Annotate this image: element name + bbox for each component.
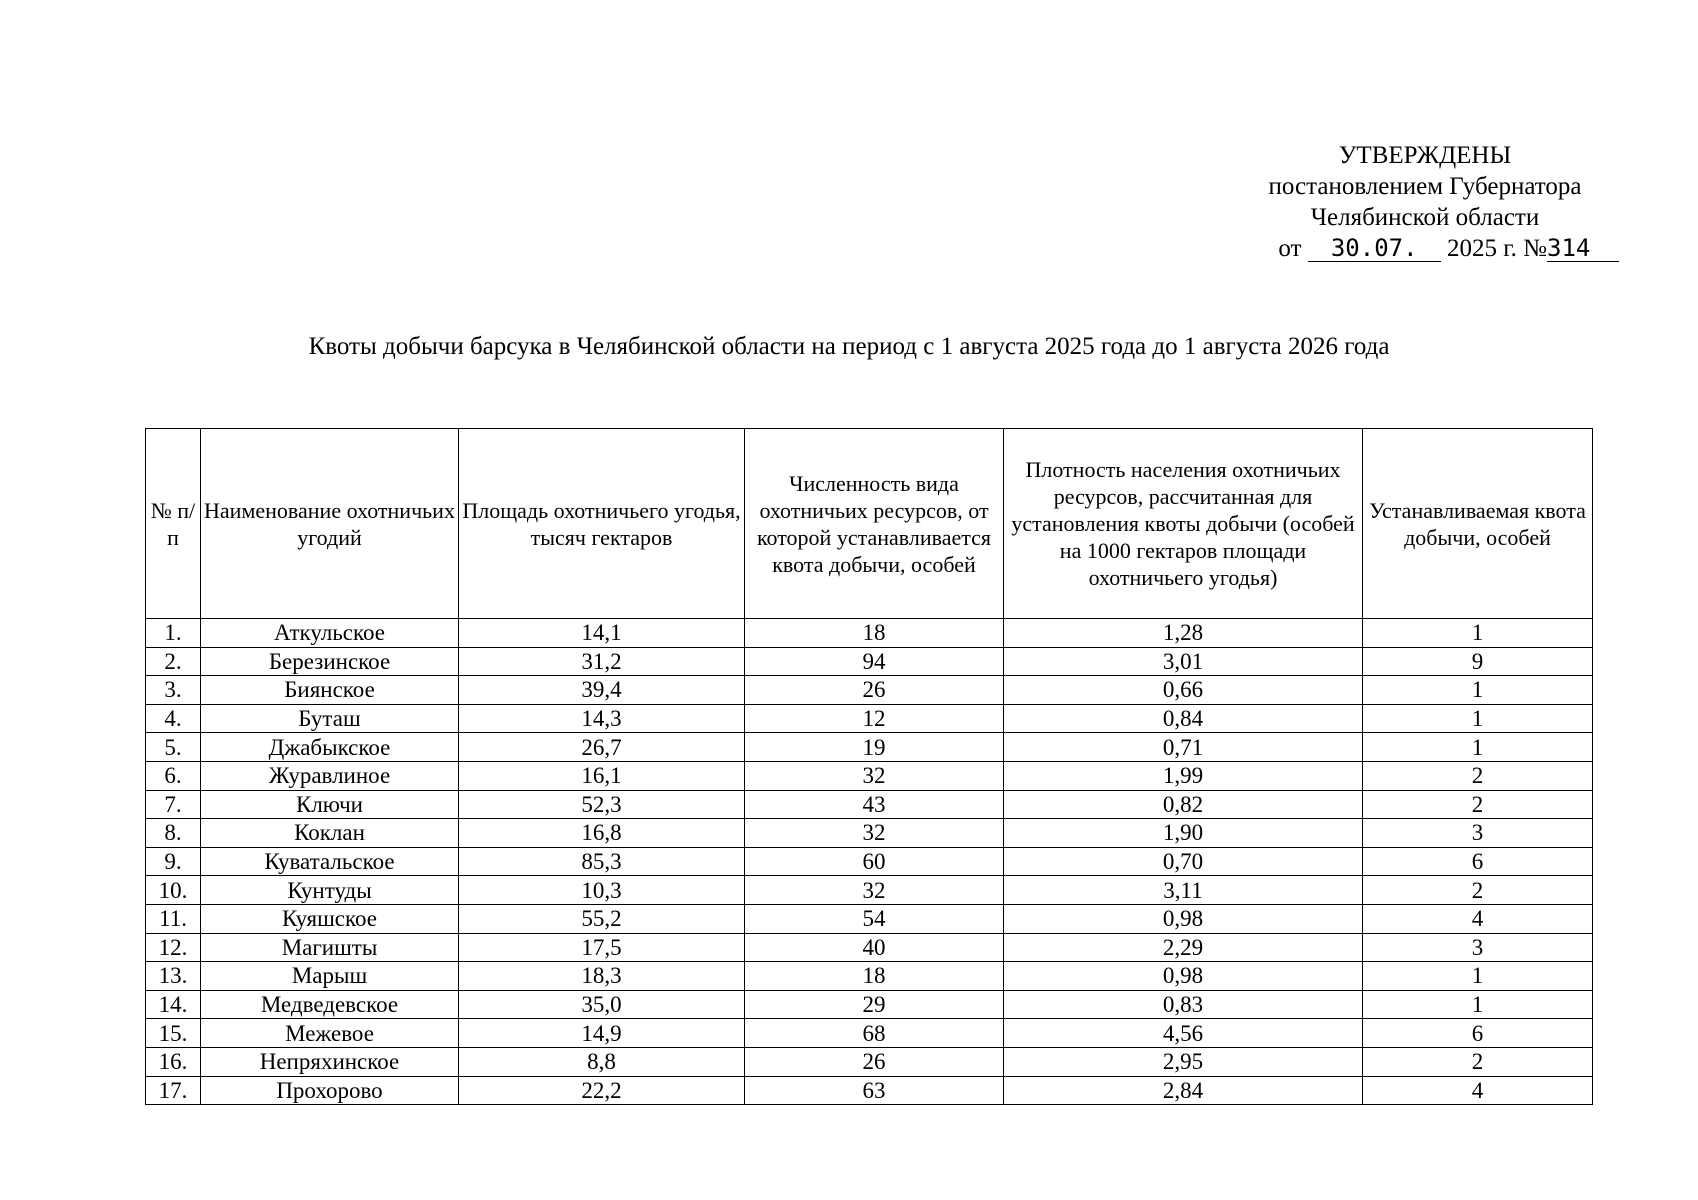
cell-number: 2. [146,647,201,676]
quota-table [145,428,1593,1105]
cell-quota: 4 [1363,1076,1593,1105]
header-area: Площадь охотничьего угодья, тысяч гектаров [459,429,745,619]
cell-area: 17,5 [459,933,745,962]
cell-population: 26 [745,676,1004,705]
cell-hunting-ground: Куватальское [201,847,459,876]
cell-quota: 1 [1363,733,1593,762]
cell-quota: 2 [1363,761,1593,790]
table-body [146,619,1593,1105]
table-row [146,904,1593,933]
cell-hunting-ground: Куяшское [201,904,459,933]
cell-area: 39,4 [459,676,745,705]
table-row [146,1076,1593,1105]
cell-population: 18 [745,619,1004,648]
header-quota: Устанавливаемая квота добычи, особей [1363,429,1593,619]
cell-quota: 2 [1363,1047,1593,1076]
cell-density: 0,82 [1004,790,1363,819]
cell-number: 17. [146,1076,201,1105]
table-row [146,733,1593,762]
cell-density: 2,95 [1004,1047,1363,1076]
cell-population: 29 [745,990,1004,1019]
cell-quota: 6 [1363,847,1593,876]
table-row [146,761,1593,790]
cell-population: 68 [745,1019,1004,1048]
cell-quota: 6 [1363,1019,1593,1048]
table-row [146,619,1593,648]
cell-density: 0,71 [1004,733,1363,762]
cell-area: 35,0 [459,990,745,1019]
cell-hunting-ground: Медведевское [201,990,459,1019]
cell-number: 15. [146,1019,201,1048]
table-row [146,990,1593,1019]
cell-density: 2,29 [1004,933,1363,962]
cell-number: 12. [146,933,201,962]
cell-density: 0,70 [1004,847,1363,876]
cell-quota: 1 [1363,619,1593,648]
approval-line-region: Челябинской области [1310,204,1540,231]
cell-population: 26 [745,1047,1004,1076]
cell-hunting-ground: Буташ [201,704,459,733]
cell-quota: 9 [1363,647,1593,676]
cell-quota: 3 [1363,819,1593,848]
header-number: № п/п [146,429,201,619]
cell-hunting-ground: Кунтуды [201,876,459,905]
cell-density: 1,90 [1004,819,1363,848]
approval-number: 314 [1547,235,1619,262]
approval-date: 30.07. [1308,235,1441,262]
cell-area: 22,2 [459,1076,745,1105]
cell-area: 52,3 [459,790,745,819]
cell-quota: 1 [1363,704,1593,733]
table-row [146,704,1593,733]
cell-number: 7. [146,790,201,819]
date-prefix: от [1278,235,1302,262]
header-density: Плотность населения охотничьих ресурсов, рассчитанная для установления квоты добычи (особей на 1000 гектаров площади охотничьего угодья) [1004,429,1363,619]
cell-hunting-ground: Магишты [201,933,459,962]
approval-date-line [1225,233,1625,264]
header-population: Численность вида охотничьих ресурсов, от которой устанавливается квота добычи, особей [745,429,1004,619]
table-row [146,647,1593,676]
cell-area: 10,3 [459,876,745,905]
cell-quota: 1 [1363,676,1593,705]
cell-density: 0,98 [1004,962,1363,991]
cell-area: 18,3 [459,962,745,991]
table-row [146,847,1593,876]
cell-quota: 4 [1363,904,1593,933]
cell-density: 1,99 [1004,761,1363,790]
cell-number: 5. [146,733,201,762]
cell-population: 60 [745,847,1004,876]
cell-number: 10. [146,876,201,905]
cell-population: 32 [745,876,1004,905]
cell-number: 16. [146,1047,201,1076]
table-row [146,819,1593,848]
cell-hunting-ground: Биянское [201,676,459,705]
table-row [146,676,1593,705]
cell-number: 4. [146,704,201,733]
cell-hunting-ground: Журавлиное [201,761,459,790]
cell-population: 54 [745,904,1004,933]
cell-area: 16,1 [459,761,745,790]
cell-population: 32 [745,761,1004,790]
cell-hunting-ground: Марыш [201,962,459,991]
cell-hunting-ground: Непряхинское [201,1047,459,1076]
cell-population: 63 [745,1076,1004,1105]
cell-number: 8. [146,819,201,848]
cell-population: 18 [745,962,1004,991]
cell-hunting-ground: Коклан [201,819,459,848]
cell-number: 9. [146,847,201,876]
cell-density: 1,28 [1004,619,1363,648]
cell-area: 14,1 [459,619,745,648]
table-header-row [146,429,1593,619]
document-title: Квоты добычи барсука в Челябинской области на период с 1 августа 2025 года до 1 августа 2026 года [308,333,1390,360]
cell-population: 12 [745,704,1004,733]
table-row [146,933,1593,962]
cell-quota: 2 [1363,790,1593,819]
cell-population: 94 [745,647,1004,676]
cell-quota: 1 [1363,990,1593,1019]
header-hunting-ground: Наименование охотничьих угодий [201,429,459,619]
cell-area: 14,9 [459,1019,745,1048]
cell-area: 16,8 [459,819,745,848]
cell-density: 0,84 [1004,704,1363,733]
cell-number: 6. [146,761,201,790]
cell-area: 85,3 [459,847,745,876]
cell-hunting-ground: Прохорово [201,1076,459,1105]
cell-area: 26,7 [459,733,745,762]
cell-population: 19 [745,733,1004,762]
cell-hunting-ground: Межевое [201,1019,459,1048]
cell-density: 0,83 [1004,990,1363,1019]
table-row [146,1019,1593,1048]
cell-population: 40 [745,933,1004,962]
cell-density: 0,98 [1004,904,1363,933]
table-row [146,876,1593,905]
approval-heading: УТВЕРЖДЕНЫ [1338,142,1512,169]
cell-hunting-ground: Ключи [201,790,459,819]
cell-area: 31,2 [459,647,745,676]
cell-hunting-ground: Березинское [201,647,459,676]
cell-area: 14,3 [459,704,745,733]
approval-line-decree: постановлением Губернатора [1268,173,1582,200]
cell-density: 4,56 [1004,1019,1363,1048]
table-row [146,1047,1593,1076]
cell-quota: 3 [1363,933,1593,962]
cell-quota: 1 [1363,962,1593,991]
cell-number: 13. [146,962,201,991]
cell-population: 32 [745,819,1004,848]
cell-population: 43 [745,790,1004,819]
cell-area: 8,8 [459,1047,745,1076]
table-row [146,962,1593,991]
cell-number: 3. [146,676,201,705]
cell-area: 55,2 [459,904,745,933]
cell-hunting-ground: Аткульское [201,619,459,648]
cell-quota: 2 [1363,876,1593,905]
cell-density: 3,11 [1004,876,1363,905]
cell-density: 3,01 [1004,647,1363,676]
cell-number: 1. [146,619,201,648]
cell-density: 2,84 [1004,1076,1363,1105]
cell-density: 0,66 [1004,676,1363,705]
year-text: 2025 г. № [1446,235,1547,262]
table-row [146,790,1593,819]
cell-hunting-ground: Джабыкское [201,733,459,762]
cell-number: 11. [146,904,201,933]
cell-number: 14. [146,990,201,1019]
approval-block [1225,140,1625,264]
